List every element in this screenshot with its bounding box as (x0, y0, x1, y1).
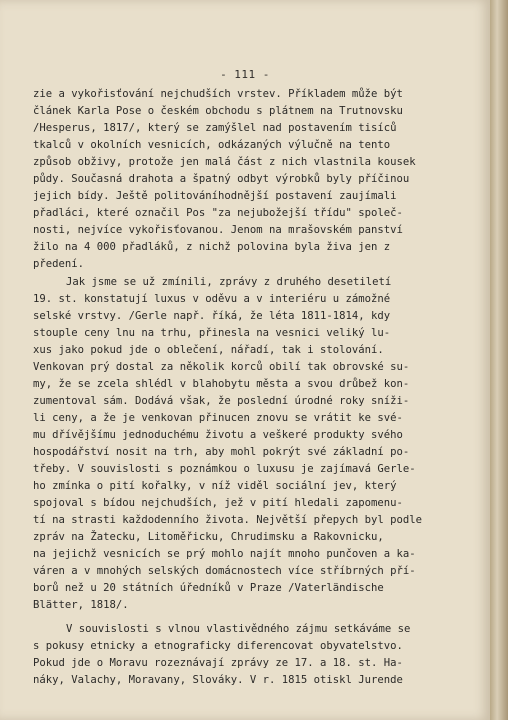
text-line: borů než u 20 státních úředníků v Praze /Vaterländische (33, 582, 384, 594)
text-line: Jak jsme se už zmínili, zprávy z druhého desetiletí (66, 276, 392, 288)
text-line: zie a vykořisťování nejchudších vrstev. Příkladem může být (33, 88, 403, 100)
text-line: předení. (33, 258, 85, 270)
text-line: Venkovan prý dostal za několik korců obilí tak obrovské su- (33, 361, 410, 373)
text-line: jejich bídy. Ještě politováníhodnější postavení zaujímali (33, 190, 397, 202)
text-line: žilo na 4 000 přadláků, z nichž polovina byla živa jen z (33, 241, 391, 253)
text-line: půdy. Současná drahota a špatný odbyt výrobků byly příčinou (33, 173, 410, 185)
text-line: spojoval s bídou nejchudších, jež v pití hledali zapomenu- (33, 497, 403, 509)
text-line: přadláci, které označil Pos "za nejubožejší třídu" společ- (33, 207, 403, 219)
text-line: stouple ceny lnu na trhu, přinesla na vesnici veliký lu- (33, 327, 391, 339)
text-line: xus jako pokud jde o oblečení, nářadí, tak i stolování. (33, 344, 384, 356)
text-line: selské vrstvy. /Gerle např. říká, že léta 1811-1814, kdy (33, 310, 391, 322)
text-line: my, že se zcela shlédl v blahobytu města a svou drůbež kon- (33, 378, 410, 390)
text-line: náky, Valachy, Moravany, Slováky. V r. 1815 otiskl Jurende (33, 674, 403, 686)
text-line: nosti, nejvíce vykořisťovanou. Jenom na mrašovském panství (33, 224, 403, 236)
text-line: 19. st. konstatují luxus v oděvu a v interiéru u zámožné (33, 293, 391, 305)
text-line: V souvislosti s vlnou vlastivědného zájmu setkáváme se (66, 623, 411, 635)
text-line: /Hesperus, 1817/, který se zamýšlel nad postavením tisíců (33, 122, 397, 134)
text-line: Pokud jde o Moravu rozeznávají zprávy ze 17. a 18. st. Ha- (33, 657, 403, 669)
text-line: li ceny, a že je venkovan přinucen znovu se vrátit ke své- (33, 412, 403, 424)
text-line: s pokusy etnicky a etnograficky diferencovat obyvatelstvo. (33, 640, 403, 652)
text-line: tkalců v okolních vesnicích, odkázaných výlučně na tento (33, 139, 391, 151)
text-line: hospodářství nosit na trh, aby mohl pokrýt své základní po- (33, 446, 410, 458)
text-line: tí na strasti každodenního života. Největší přepych byl podle (33, 514, 423, 526)
text-line: na jejichž vesnicích se prý mohlo najít mnoho punčoven a ka- (33, 548, 416, 560)
text-line: třeby. V souvislosti s poznámkou o luxusu je zajímavá Gerle- (33, 463, 416, 475)
text-line: zumentoval sám. Dodává však, že poslední úrodné roky sníži- (33, 395, 410, 407)
text-line: váren a v mnohých selských domácnostech více stříbrných pří- (33, 565, 416, 577)
text-line: ho zmínka o pití kořalky, v níž viděl sociální jev, který (33, 480, 397, 492)
text-line: Blätter, 1818/. (33, 599, 129, 611)
text-line: zpráv na Žatecku, Litoměřicku, Chrudimsku a Rakovnicku, (33, 531, 384, 543)
page-edge (490, 0, 508, 720)
text-line: způsob obživy, protože jen malá část z nich vlastnila kousek (33, 156, 416, 168)
text-line: článek Karla Pose o českém obchodu s plátnem na Trutnovsku (33, 105, 403, 117)
text-line: mu dřívějšímu jednoduchému životu a veškeré produkty svého (33, 429, 403, 441)
page-number: - 111 - (220, 68, 270, 81)
